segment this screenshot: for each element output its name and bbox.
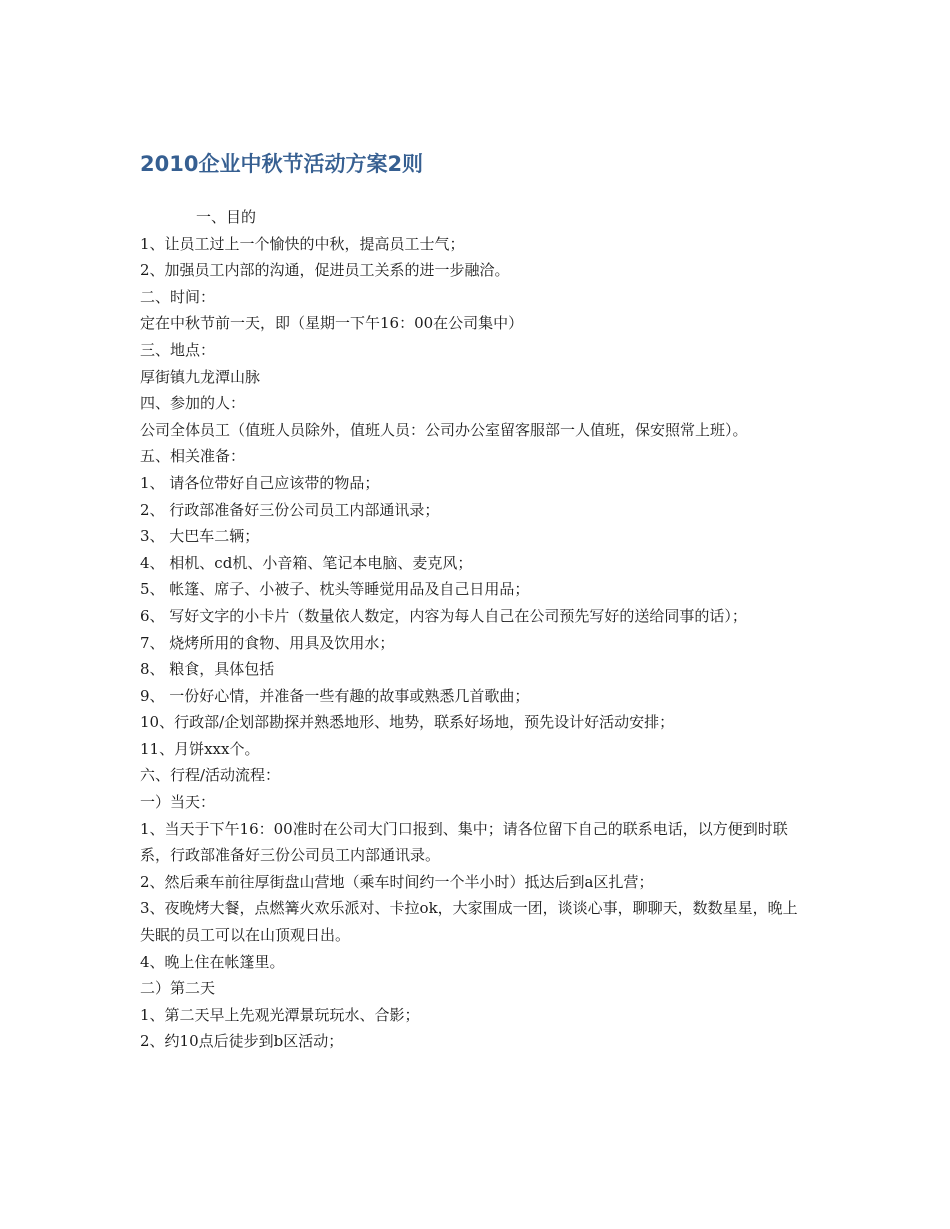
body-paragraph: 3、 大巴车二辆；	[140, 527, 260, 546]
body-paragraph: 一）当天：	[140, 793, 216, 812]
body-paragraph: 3、夜晚烤大餐，点燃篝火欢乐派对、卡拉ok，大家围成一团，谈谈心事，聊聊天，数数星星，晚上失眠的员工可以在山顶观日出。	[140, 899, 798, 945]
body-paragraph: 9、 一份好心情，并准备一些有趣的故事或熟悉几首歌曲；	[140, 686, 530, 705]
body-paragraph: 11、月饼xxx个。	[140, 739, 260, 758]
body-paragraph: 1、 请各位带好自己应该带的物品；	[140, 473, 380, 492]
body-paragraph: 二）第二天	[140, 979, 216, 998]
body-paragraph: 一、目的	[196, 208, 257, 226]
body-paragraph: 8、 粮食，具体包括	[140, 660, 275, 679]
body-paragraph: 2、约10点后徒步到b区活动；	[140, 1032, 344, 1051]
document-title: 2010企业中秋节活动方案2则	[140, 152, 424, 176]
body-paragraph: 1、让员工过上一个愉快的中秋，提高员工士气；	[140, 234, 465, 253]
body-paragraph: 六、行程/活动流程：	[140, 766, 281, 785]
body-paragraph: 五、相关准备：	[140, 447, 246, 466]
body-paragraph: 6、 写好文字的小卡片（数量依人数定，内容为每人自己在公司预先写好的送给同事的话）；	[140, 606, 747, 625]
body-paragraph: 2、 行政部准备好三份公司员工内部通讯录；	[140, 500, 440, 519]
body-paragraph: 4、晚上住在帐篷里。	[140, 952, 285, 971]
body-paragraph: 1、当天于下午16：00准时在公司大门口报到、集中；请各位留下自己的联系电话，以方便到时联系，行政部准备好三份公司员工内部通讯录。	[140, 819, 788, 865]
body-paragraph: 1、第二天早上先观光潭景玩玩水、合影；	[140, 1005, 420, 1024]
body-paragraph: 5、 帐篷、席子、小被子、枕头等睡觉用品及自己日用品；	[140, 580, 530, 599]
body-paragraph: 三、地点：	[140, 340, 216, 359]
body-paragraph: 定在中秋节前一天，即（星期一下午16：00在公司集中）	[140, 314, 524, 333]
body-paragraph: 二、时间：	[140, 287, 216, 306]
body-paragraph: 4、 相机、cd机、小音箱、笔记本电脑、麦克风；	[140, 553, 473, 572]
body-paragraph: 四、参加的人：	[140, 394, 246, 413]
body-paragraph: 10、行政部/企划部勘探并熟悉地形、地势，联系好场地，预先设计好活动安排；	[140, 713, 675, 732]
body-paragraph: 厚街镇九龙潭山脉	[140, 367, 261, 386]
body-paragraph: 公司全体员工（值班人员除外，值班人员：公司办公室留客服部一人值班，保安照常上班）。	[140, 420, 748, 439]
body-paragraph: 7、 烧烤所用的食物、用具及饮用水；	[140, 633, 395, 652]
body-paragraph: 2、加强员工内部的沟通，促进员工关系的进一步融洽。	[140, 261, 510, 280]
document-body	[140, 204, 812, 1055]
body-paragraph: 2、然后乘车前往厚街盘山营地（乘车时间约一个半小时）抵达后到a区扎营；	[140, 872, 654, 891]
